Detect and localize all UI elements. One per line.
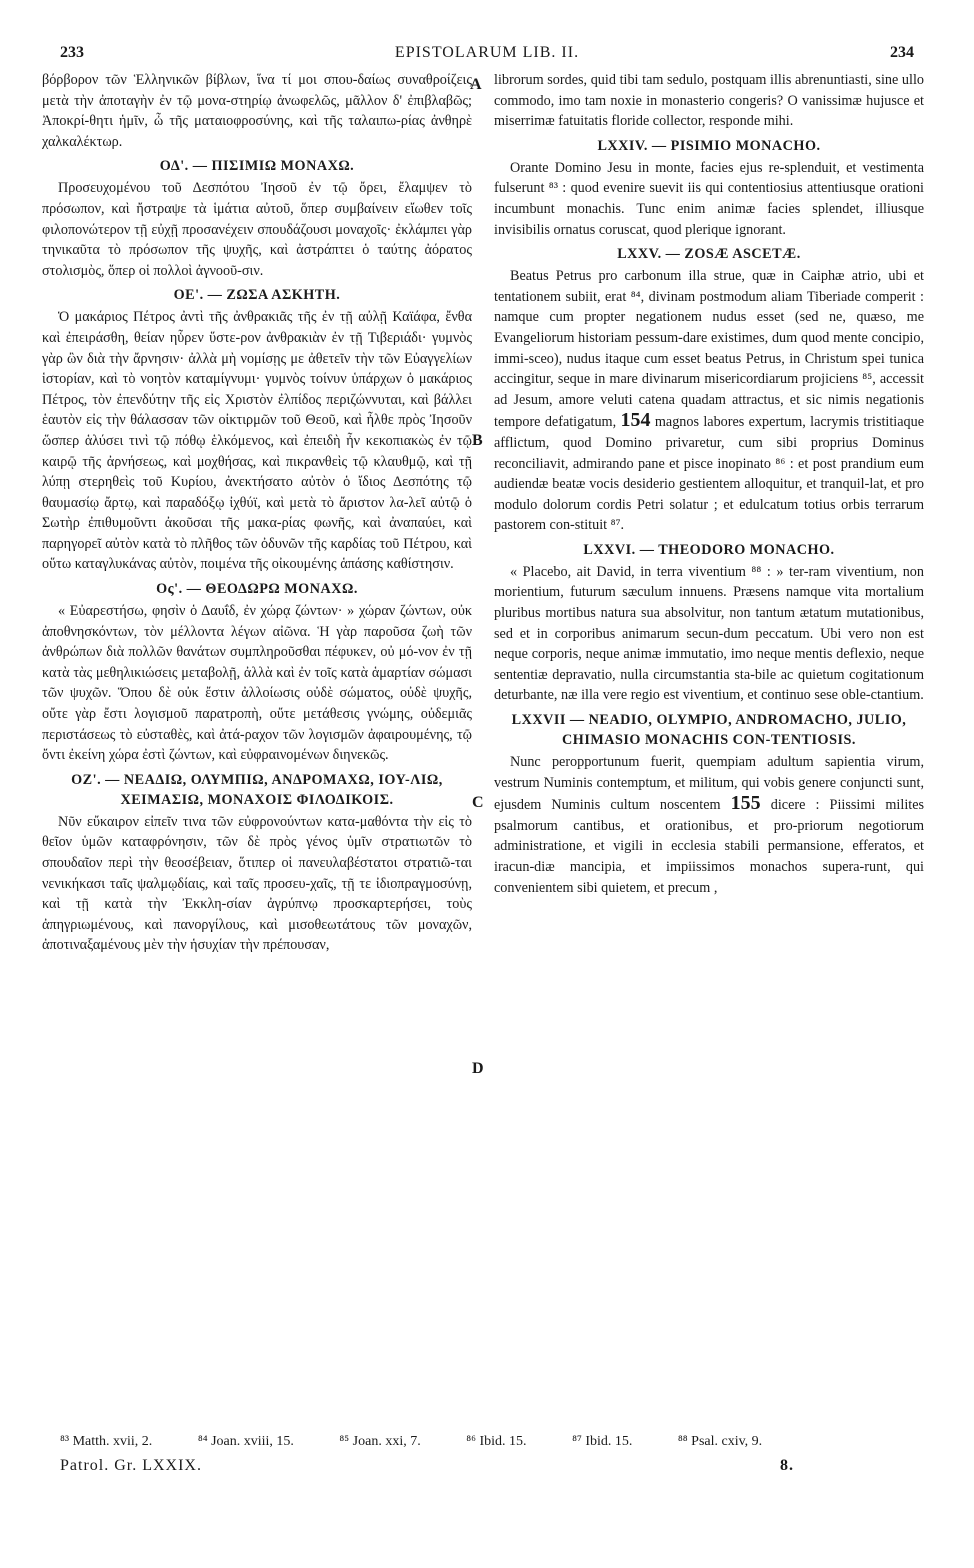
latin-column [494, 70, 924, 1420]
latin-letter-74: Orante Domino Jesu in monte, facies ejus re-splenduit, et vestimenta fulserunt ⁸³ : quod evenire suevit iis qui contentiosius attentiusque orationi incumbunt monachis. Tunc enim animæ facies splendet, illiusque invisibilis ornatus coruscat, quod plerique ignorant. [494, 159, 924, 238]
footnotes [60, 1434, 940, 1450]
greek-letter-74: Προσευχομένου τοῦ Δεσπότου Ἰησοῦ ἐν τῷ ὄρει, ἔλαμψεν τὸ πρόσωπον, καὶ ἤστραψε τὰ ἱμάτια αὐτοῦ, ὅπερ συμβαίνειν εἴωθεν τοῖς φιλοπονώτερον τῇ εὐχῇ προσανέχειν σπουδάζουσι μοναχοῖς· ἐκλάμπει γὰρ τηνικαῦτα τὸ πρόσωπον τῆς ψυχῆς, καὶ ἀστράπτει ὁ ταύτης ἀόρατος στολισμὸς, ὅπερ οἱ πολλοὶ ἀγνοοῦ-σιν. [42, 180, 472, 279]
footnote: ⁸⁴ Joan. xviii, 15. [197, 1434, 294, 1449]
page-number-left: 233 [60, 44, 84, 61]
greek-letter-76: « Εὐαρεστήσω, φησὶν ὁ Δαυΐδ, ἐν χώρᾳ ζώντων· » χώραν ζώντων, οὐκ ἀποθνησκόντων, τὸν μέλλοντα λέγων αἰῶνα. Ἡ γὰρ παροῦσα ζωὴ τῶν ἀνθρώπων διὰ πολλῶν θανάτων συμπληροῦσθαι πέφυκεν, οὐ μό-νον ἐν τῇ κατὰ τὰς μεθηλικιώσεις μεταβολῇ, ἀλλὰ καὶ ἐν τοῖς κατὰ ἁμαρτίαν σώμασι τῶν ψυχῶν. Ὅπου δὲ οὐκ ἔστιν ἀλλοίωσις οὐδὲ σώματος, οὐδὲ ψυχῆς, οὔτε γὰρ ἔστι λογισμοῦ παρατροπὴ, οὔτε μετάθεσις γνώμης, οὐδεμιᾶς περιστάσεως τὸ εὐσταθὲς, καὶ ἀτά-ραχον τῶν λογισμῶν ἀφαιρουμένης, τῷ ὄντι ἐκείνη χώρα ἐστὶ ζώντων, καὶ εὐφραινομένων διηνεκῶς. [42, 603, 472, 764]
greek-heading-77: ΟΖ'. — ΝΕΑΔΙΩ, ΟΛΥΜΠΙΩ, ΑΝΔΡΟΜΑΧΩ, ΙΟΥ-ΛΙΩ, ΧΕΙΜΑΣΙΩ, ΜΟΝΑΧΟΙΣ ΦΙΛΟΔΙΚΟΙΣ. [71, 771, 443, 808]
footnote: ⁸⁵ Joan. xxi, 7. [339, 1434, 421, 1449]
footnote: ⁸⁸ Psal. cxiv, 9. [677, 1434, 763, 1449]
latin-heading-76: LXXVI. — THEODORO MONACHO. [583, 541, 835, 558]
greek-letter-75: Ὁ μακάριος Πέτρος ἀντὶ τῆς ἀνθρακιᾶς τῆς ἐν τῇ αὐλῇ Καϊάφα, ἔνθα καὶ ἐπειράσθη, θείαν ηὗρεν ὕστε-ρον ἀνθρακιὰν ἐν τῇ Τιβεριάδι· γυμνὸς γὰρ ὢν διὰ τὴν ἄρνησιν· ἀλλὰ μὴ νομίσῃς με ἀθετεῖν τὴν τῶν Εὐαγγελίων ἱστορίαν, καὶ τὸ νοητὸν καταμίγνυμι· γυμνὸς τοίνυν ὑπάρχων ὁ μακάριος Πέτρος, τὸν ἐπενδύτην τῆς εἰς Χριστὸν ἐλπίδος περιζώννυται, καὶ βάλλει ἑαυτὸν εἰς τὴν θάλασσαν τῶν οἰκτιρμῶν τοῦ Θεοῦ, καὶ ἦλθε πρὸς Ἰησοῦν ὥσπερ ἁλύσει τινὶ τῷ πόθῳ ἑλκόμενος, καὶ ἐπειδὴ ἦν κεκοπιακὼς ἐν τῷ καιρῷ τῆς ἀρνήσεως, καὶ μοχθήσας, καὶ πικρανθεὶς τῷ κλαυθμῷ, καὶ τῇ λύπῃ στερηθεὶς τοῦ Κυρίου, ἀνεκτήσατο αὐτὸν ὁ ἴδιος Δεσπότης τῷ θαυμασίῳ ἄρτῳ, καὶ παραδόξῳ ἰχθύϊ, καὶ μετὰ τὸ ἄριστον λα-λεῖ αὐτῷ ὁ Σωτὴρ ἐπιθυμοῦντι ἀκοῦσαι τῆς μακα-ρίας φωνῆς, καὶ ἀναπαύει, καὶ παρηγορεῖ αὐτὸν κατὰ τὸ πλῆθος τῶν ὀδυνῶν τῆς καρδίας τοῦ Πέτρου, καὶ οὕτω καταγλυκάνας αὐτὸν, ποιμένα τῆς οἰκουμένης ἁπάσης καθίστησιν. [42, 309, 472, 573]
latin-letter-77-part-b: dicere : Piissimi milites psalmorum cantibus, et orationibus, et pro-priorum negotiorum administratione, et vigili in ecclesia stabili permansione, efferatos, et iracun-diæ mancipia, et impiissimos monachos supera-runt, qui convenientem sibi quietem, et precum , [494, 797, 925, 896]
footnote: ⁸³ Matth. xvii, 2. [60, 1434, 153, 1449]
greek-heading-76: Ος'. — ΘΕΟΔΩΡΩ ΜΟΝΑΧΩ. [156, 581, 358, 598]
latin-letter-76: « Placebo, ait David, in terra viventium ⁸⁸ : » ter-ram viventium, non morientium, futurum sæculum innuens. Præsens namque vita mortalium pluribus mortibus natura sua absolvitur, non tantum ætatum mutationibus, sed et in corporibus animarum secun-dum peccatum. Ubi vero non est neque corporis, neque animæ immutatio, imo neque mentis deflexio, neque sententiæ depravatio, nulla circumstantia sta-bile ac quietum cogitationum deturbante, næ illa vere regio est viventium, et continuo sese oble-ctantium. [494, 563, 924, 704]
column-marker-a: A [470, 76, 482, 93]
running-head [60, 44, 914, 72]
page-footer [60, 1457, 940, 1475]
running-title: EPISTOLARUM LIB. II. [394, 44, 580, 61]
collection-label: Patrol. Gr. LXXIX. [60, 1457, 202, 1474]
column-marker-b: B [472, 432, 483, 449]
latin-heading-77: LXXVII — NEADIO, OLYMPIO, ANDROMACHO, JULIO, CHIMASIO MONACHIS CON-TENTIOSIS. [511, 712, 907, 749]
greek-column [42, 70, 472, 1420]
greek-heading-75: ΟΕ'. — ΖΩΣΑ ΑΣΚΗΤΗ. [173, 287, 341, 304]
footnote: ⁸⁶ Ibid. 15. [466, 1434, 527, 1449]
latin-letter-75 [494, 266, 924, 536]
latin-letter-75-part-b: magnos labores expertum, lacrymis tristitiaque afflictum, quod Domino privaretur, cum sibi proprius Dominus reconciliavit, admirando pane et pisce inopinato ⁸⁶ : et post prandium eum audiendæ beatæ vocis desiderio gestientem alloquitur, et tranquil-lat, et pro modulo dolorum cordis Petri solatur ; et edulcatum totius orbis terrarum pastorem con-stituit ⁸⁷. [494, 414, 925, 534]
column-number-154: 154 [620, 409, 651, 432]
greek-letter-77: Νῦν εὔκαιρον εἰπεῖν τινα τῶν εὐφρονούντων κατα-μαθόντα τὴν εἰς τὸ θεῖον ὑμῶν καταφρόνησιν, τῶν δὲ πρὸς γένος ὑμῖν στρατιωτῶν τὸ σπουδαῖον περὶ τὴν θεοσέβειαν, ὅτιπερ οἱ πανευλαβέστατοι στρατιῶ-ται νενικήκασι ταῖς ψαλμῳδίαις, καὶ ταῖς προσευ-χαῖς, τῇ τε ἰδιοπραγμοσύνῃ, καὶ τῇ κατὰ τὴν Ἐκκλη-σίαν ἀγρύπνῳ προσκαρτερήσει, τοὺς ἀπηγριωμένους, καὶ πανοργίλους, καὶ μισοθεωτάτους τῶν μοναχῶν, ἀποτιναξαμένους μὲν τὴν ἡσυχίαν τὴν πρέπουσαν, [42, 813, 472, 954]
column-marker-c: C [472, 794, 484, 811]
greek-heading-74: ΟΔ'. — ΠΙΣΙΜΙΩ ΜΟΝΑΧΩ. [159, 158, 355, 175]
latin-letter-77 [494, 752, 924, 898]
column-marker-d: D [472, 1060, 484, 1077]
greek-intro: βόρβορον τῶν Ἑλληνικῶν βίβλων, ἵνα τί μοι σπου-δαίως συναθροίζεις μετὰ τὴν ἀποταγὴν ἐν τῷ μονα-στηρίῳ ἀνωφελῶς, μᾶλλον δ' ἐπιβλαβῶς; Ἀποκρί-θητι ἡμῖν, ὦ τῆς ματαιοφροσύνης, καὶ τῆς ταλαιπω-ρίας ἀνθηρὲ χαλκαλέκτωρ. [42, 72, 472, 150]
latin-heading-74: LXXIV. — PISIMIO MONACHO. [597, 137, 821, 154]
column-number-155: 155 [730, 792, 761, 815]
signature-mark: 8. [780, 1457, 794, 1474]
footnote: ⁸⁷ Ibid. 15. [572, 1434, 633, 1449]
latin-heading-75: LXXV. — ZOSÆ ASCETÆ. [617, 246, 801, 263]
latin-letter-75-part-a: Beatus Petrus pro carbonum illa strue, quæ in Caiphæ atrio, ubi et tentationem subiit, erat ⁸⁴, divinam postmodum aliam Tiberiade comperit : namque cum propter negationem nudus esset (sed ne, quæso, me Evangeliorum historiam pessum-dare existimes, dum quod mente concipio, immi-sceo), nudus itaque cum esset beatus Petrus, in Christum spei tunica accingitur, seque in mare divinarum misericordiarum projiciens ⁸⁵, accessit ad Jesum, amore veluti catena quadam attractus, et sic nimis negationis tempore defatigatum, [494, 268, 924, 431]
latin-letter-77-part-a: Nunc peropportunum fuerit, quempiam adultum sapientia virum, vestrum Numinis contemptum, et militum, qui vobis genere conjuncti sunt, ejusdem Numinis cultum noscentem [494, 754, 924, 814]
page-number-right: 234 [890, 44, 914, 61]
latin-intro: librorum sordes, quid tibi tam sedulo, postquam illis abrenuntiasti, sine ullo commodo, imo tam noxie in monasterio congeris? O vanissimæ hujusce et miserrimæ fatuitatis floride collector, responde mihi. [494, 72, 924, 130]
